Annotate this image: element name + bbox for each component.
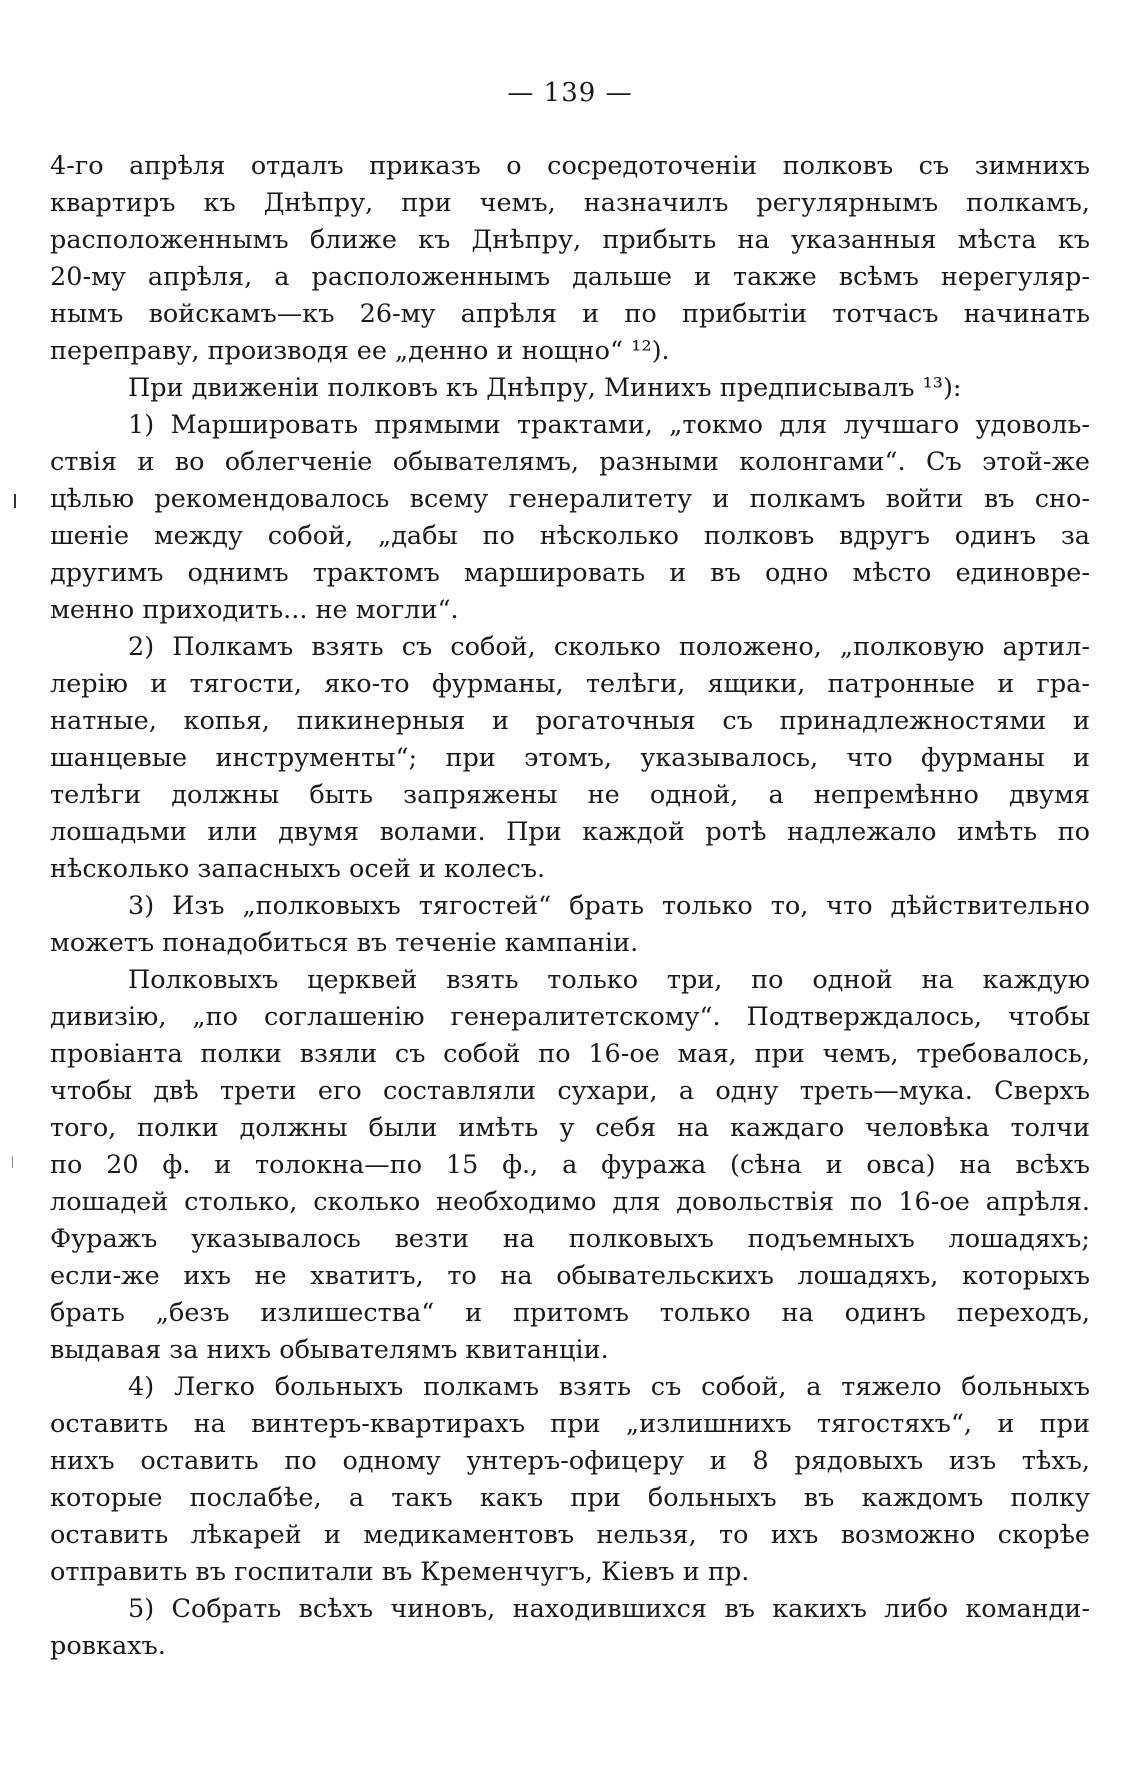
text-line: нихъ оставить по одному унтеръ-офицеру и 8 рядовыхъ изъ тѣхъ, — [50, 1446, 1090, 1476]
text-line: если-же ихъ не хватитъ, то на обывательскихъ лошадяхъ, которыхъ — [50, 1261, 1090, 1291]
text-line: ровкахъ. — [50, 1631, 166, 1661]
text-line: нымъ войскамъ—къ 26-му апрѣля и по прибытіи тотчасъ начинать — [50, 299, 1090, 329]
text-line: переправу, производя ее „денно и нощно“ ¹²). — [50, 336, 670, 366]
text-line: того, полки должны были имѣть у себя на каждаго человѣка толчи — [50, 1113, 1090, 1143]
text-line: лошадей столько, сколько необходимо для довольствія по 16-ое апрѣля. — [50, 1187, 1090, 1217]
text-line: чтобы двѣ трети его составляли сухари, а одну треть—мука. Сверхъ — [50, 1076, 1090, 1106]
text-line: 20-му апрѣля, а расположеннымъ дальше и также всѣмъ нерегуляр- — [50, 262, 1090, 292]
text-line: 2) Полкамъ взять съ собой, сколько положено, „полковую артил- — [128, 632, 1090, 662]
text-line: провіанта полки взяли съ собой по 16-ое мая, при чемъ, требовалось, — [50, 1039, 1090, 1069]
text-line: по 20 ф. и толокна—по 15 ф., а фуража (сѣна и овса) на всѣхъ — [50, 1150, 1090, 1180]
margin-mark — [12, 1156, 13, 1168]
text-line: оставить лѣкарей и медикаментовъ нельзя, то ихъ возможно скорѣе — [50, 1520, 1090, 1550]
text-line: дивизію, „по соглашенію генералитетскому“. Подтверждалось, чтобы — [50, 1002, 1090, 1032]
text-line: можетъ понадобиться въ теченіе кампаніи. — [50, 928, 639, 958]
text-line: квартиръ къ Днѣпру, при чемъ, назначилъ регулярнымъ полкамъ, — [50, 188, 1090, 218]
text-line: ствія и во облегченіе обывателямъ, разными колонгами“. Съ этой-же — [50, 447, 1090, 477]
body-text — [50, 148, 1090, 1665]
text-line: 4-го апрѣля отдалъ приказъ о сосредоточеніи полковъ съ зимнихъ — [50, 151, 1090, 181]
text-line: оставить на винтеръ-квартирахъ при „излишнихъ тягостяхъ“, и при — [50, 1409, 1090, 1439]
text-line: выдавая за нихъ обывателямъ квитанціи. — [50, 1335, 609, 1365]
text-line: шанцевые инструменты“; при этомъ, указывалось, что фурманы и — [50, 743, 1090, 773]
text-line: Фуражъ указывалось везти на полковыхъ подъемныхъ лошадяхъ; — [50, 1224, 1090, 1254]
text-line: лошадьми или двумя волами. При каждой ротѣ надлежало имѣть по — [50, 817, 1090, 847]
text-line: нѣсколько запасныхъ осей и колесъ. — [50, 854, 546, 884]
text-line: 5) Собрать всѣхъ чиновъ, находившихся въ какихъ либо команди- — [128, 1594, 1090, 1624]
text-line: При движеніи полковъ къ Днѣпру, Минихъ предписывалъ ¹³): — [128, 373, 962, 403]
text-line: шеніе между собой, „дабы по нѣсколько полковъ вдругъ одинъ за — [50, 521, 1090, 551]
text-line: расположеннымъ ближе къ Днѣпру, прибыть на указанныя мѣста къ — [50, 225, 1090, 255]
text-line: менно приходить... не могли“. — [50, 595, 459, 625]
text-line: 1) Маршировать прямыми трактами, „токмо для лучшаго удоволь- — [128, 410, 1090, 440]
text-line: брать „безъ излишества“ и притомъ только на одинъ переходъ, — [50, 1298, 1090, 1328]
text-line: отправить въ госпитали въ Кременчугъ, Кіевъ и пр. — [50, 1557, 750, 1587]
page-number: — 139 — — [507, 78, 633, 108]
text-line: Полковыхъ церквей взять только три, по одной на каждую — [128, 965, 1090, 995]
text-line: натные, копья, пикинерныя и рогаточныя съ принадлежностями и — [50, 706, 1090, 736]
text-line: телѣги должны быть запряжены не одной, а непремѣнно двумя — [50, 780, 1090, 810]
text-line: которые послабѣе, а такъ какъ при больныхъ въ каждомъ полку — [50, 1483, 1090, 1513]
text-line: цѣлью рекомендовалось всему генералитету и полкамъ войти въ сно- — [50, 484, 1090, 514]
margin-mark — [14, 494, 16, 508]
text-line: другимъ однимъ трактомъ маршировать и въ одно мѣсто единовре- — [50, 558, 1090, 588]
text-line: лерію и тягости, яко-то фурманы, телѣги, ящики, патронные и гра- — [50, 669, 1090, 699]
text-line: 3) Изъ „полковыхъ тягостей“ брать только то, что дѣйствительно — [128, 891, 1090, 921]
text-line: 4) Легко больныхъ полкамъ взять съ собой, а тяжело больныхъ — [128, 1372, 1090, 1402]
